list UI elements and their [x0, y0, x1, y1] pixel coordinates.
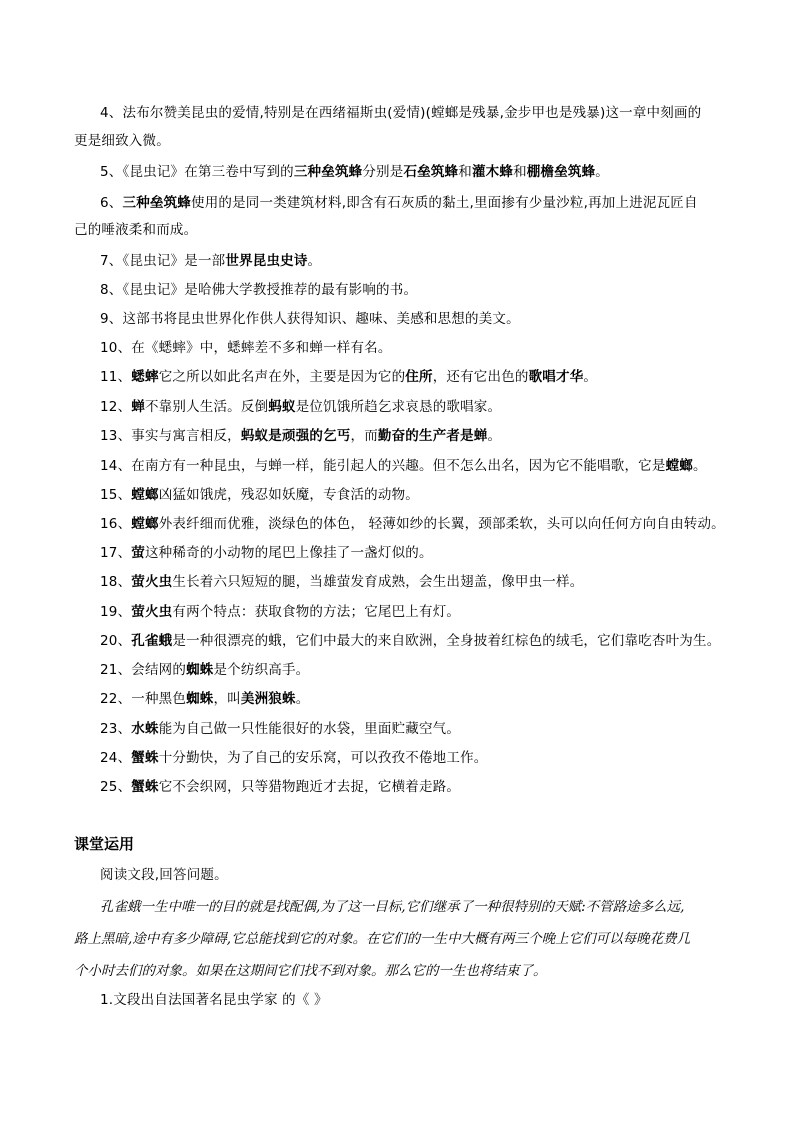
item-23: 23、水蛛能为自己做一只性能很好的水袋，里面贮藏空气。 [100, 721, 461, 737]
item-22: 22、一种黑色蜘蛛，叫美洲狼蛛。 [100, 691, 310, 707]
item-15: 15、螳螂凶猛如饿虎，残忍如妖魔，专食活的动物。 [100, 487, 419, 503]
item-12: 12、蝉不靠别人生活。反倒蚂蚁是位饥饿所趋乞求哀恳的歌唱家。 [100, 399, 502, 415]
item-17: 17、萤这种稀奇的小动物的尾巴上像挂了一盏灯似的。 [100, 545, 433, 561]
section-heading: 课堂运用 [74, 835, 135, 853]
item-14: 14、在南方有一种昆虫，与蝉一样，能引起人的兴趣。但不怎么出名，因为它不能唱歌，它是螳螂。 [100, 458, 707, 474]
item-6-line2: 己的唾液柔和而成。 [74, 222, 198, 238]
item-10: 10、在《蟋蟀》中，蟋蟀差不多和蝉一样有名。 [100, 340, 392, 356]
passage-line-2: 路上黑暗,途中有多少障碍,它总能找到它的对象。在它们的一生中大概有两三个晚上它们可以每晚花费几 [74, 931, 691, 947]
item-4-line1: 4、法布尔赞美昆虫的爱情,特别是在西绪福斯虫(爱情)(螳螂是残暴,金步甲也是残暴)这一章中刻画的 [100, 105, 702, 121]
item-11: 11、蟋蟀它之所以如此名声在外，主要是因为它的住所，还有它出色的歌唱才华。 [100, 369, 598, 385]
item-25: 25、蟹蛛它不会织网，只等猎物跑近才去捉，它横着走路。 [100, 779, 461, 795]
question-1: 1.文段出自法国著名昆虫学家 的《 》 [100, 992, 328, 1008]
item-13: 13、事实与寓言相反，蚂蚁是顽强的乞丐，而勤奋的生产者是蝉。 [100, 428, 502, 444]
passage-line-3: 个小时去们的对象。如果在这期间它们找不到对象。那么它的一生也将结束了。 [74, 963, 547, 979]
instruction-text: 阅读文段,回答问题。 [100, 867, 228, 883]
item-19: 19、萤火虫有两个特点：获取食物的方法；它尾巴上有灯。 [100, 604, 461, 620]
item-18: 18、萤火虫生长着六只短短的腿，当雄萤发育成熟，会生出翅盖，像甲虫一样。 [100, 574, 584, 590]
item-8: 8、《昆虫记》是哈佛大学教授推荐的最有影响的书。 [100, 282, 418, 298]
item-16: 16、螳螂外表纤细而优雅，淡绿色的体色， 轻薄如纱的长翼，颈部柔软，头可以向任何方向自由转动。 [100, 516, 725, 532]
item-4-line2: 更是细致入微。 [74, 133, 170, 149]
item-9: 9、这部书将昆虫世界化作供人获得知识、趣味、美感和思想的美文。 [100, 311, 520, 327]
item-21: 21、会结网的蜘蛛是个纺织高手。 [100, 662, 310, 678]
passage-line-1: 孔雀蛾一生中唯一的目的就是找配偶,为了这一目标,它们继承了一种很特别的天赋:不管路途多么远, [100, 899, 685, 915]
item-6-line1: 6、三种垒筑蜂使用的是同一类建筑材料,即含有石灰质的黏土,里面掺有少量沙粒,再加上进泥瓦匠自 [100, 195, 698, 211]
item-24: 24、蟹蛛十分勤快，为了自己的安乐窝，可以孜孜不倦地工作。 [100, 750, 488, 766]
item-7: 7、《昆虫记》是一部世界昆虫史诗。 [100, 253, 322, 269]
item-20: 20、孔雀蛾是一种很漂亮的蛾，它们中最大的来自欧洲，全身披着红棕色的绒毛，它们靠吃杏叶为生。 [100, 633, 721, 649]
item-5: 5、《昆虫记》在第三卷中写到的三种垒筑蜂分别是石垒筑蜂和灌木蜂和棚檐垒筑蜂。 [100, 164, 609, 180]
